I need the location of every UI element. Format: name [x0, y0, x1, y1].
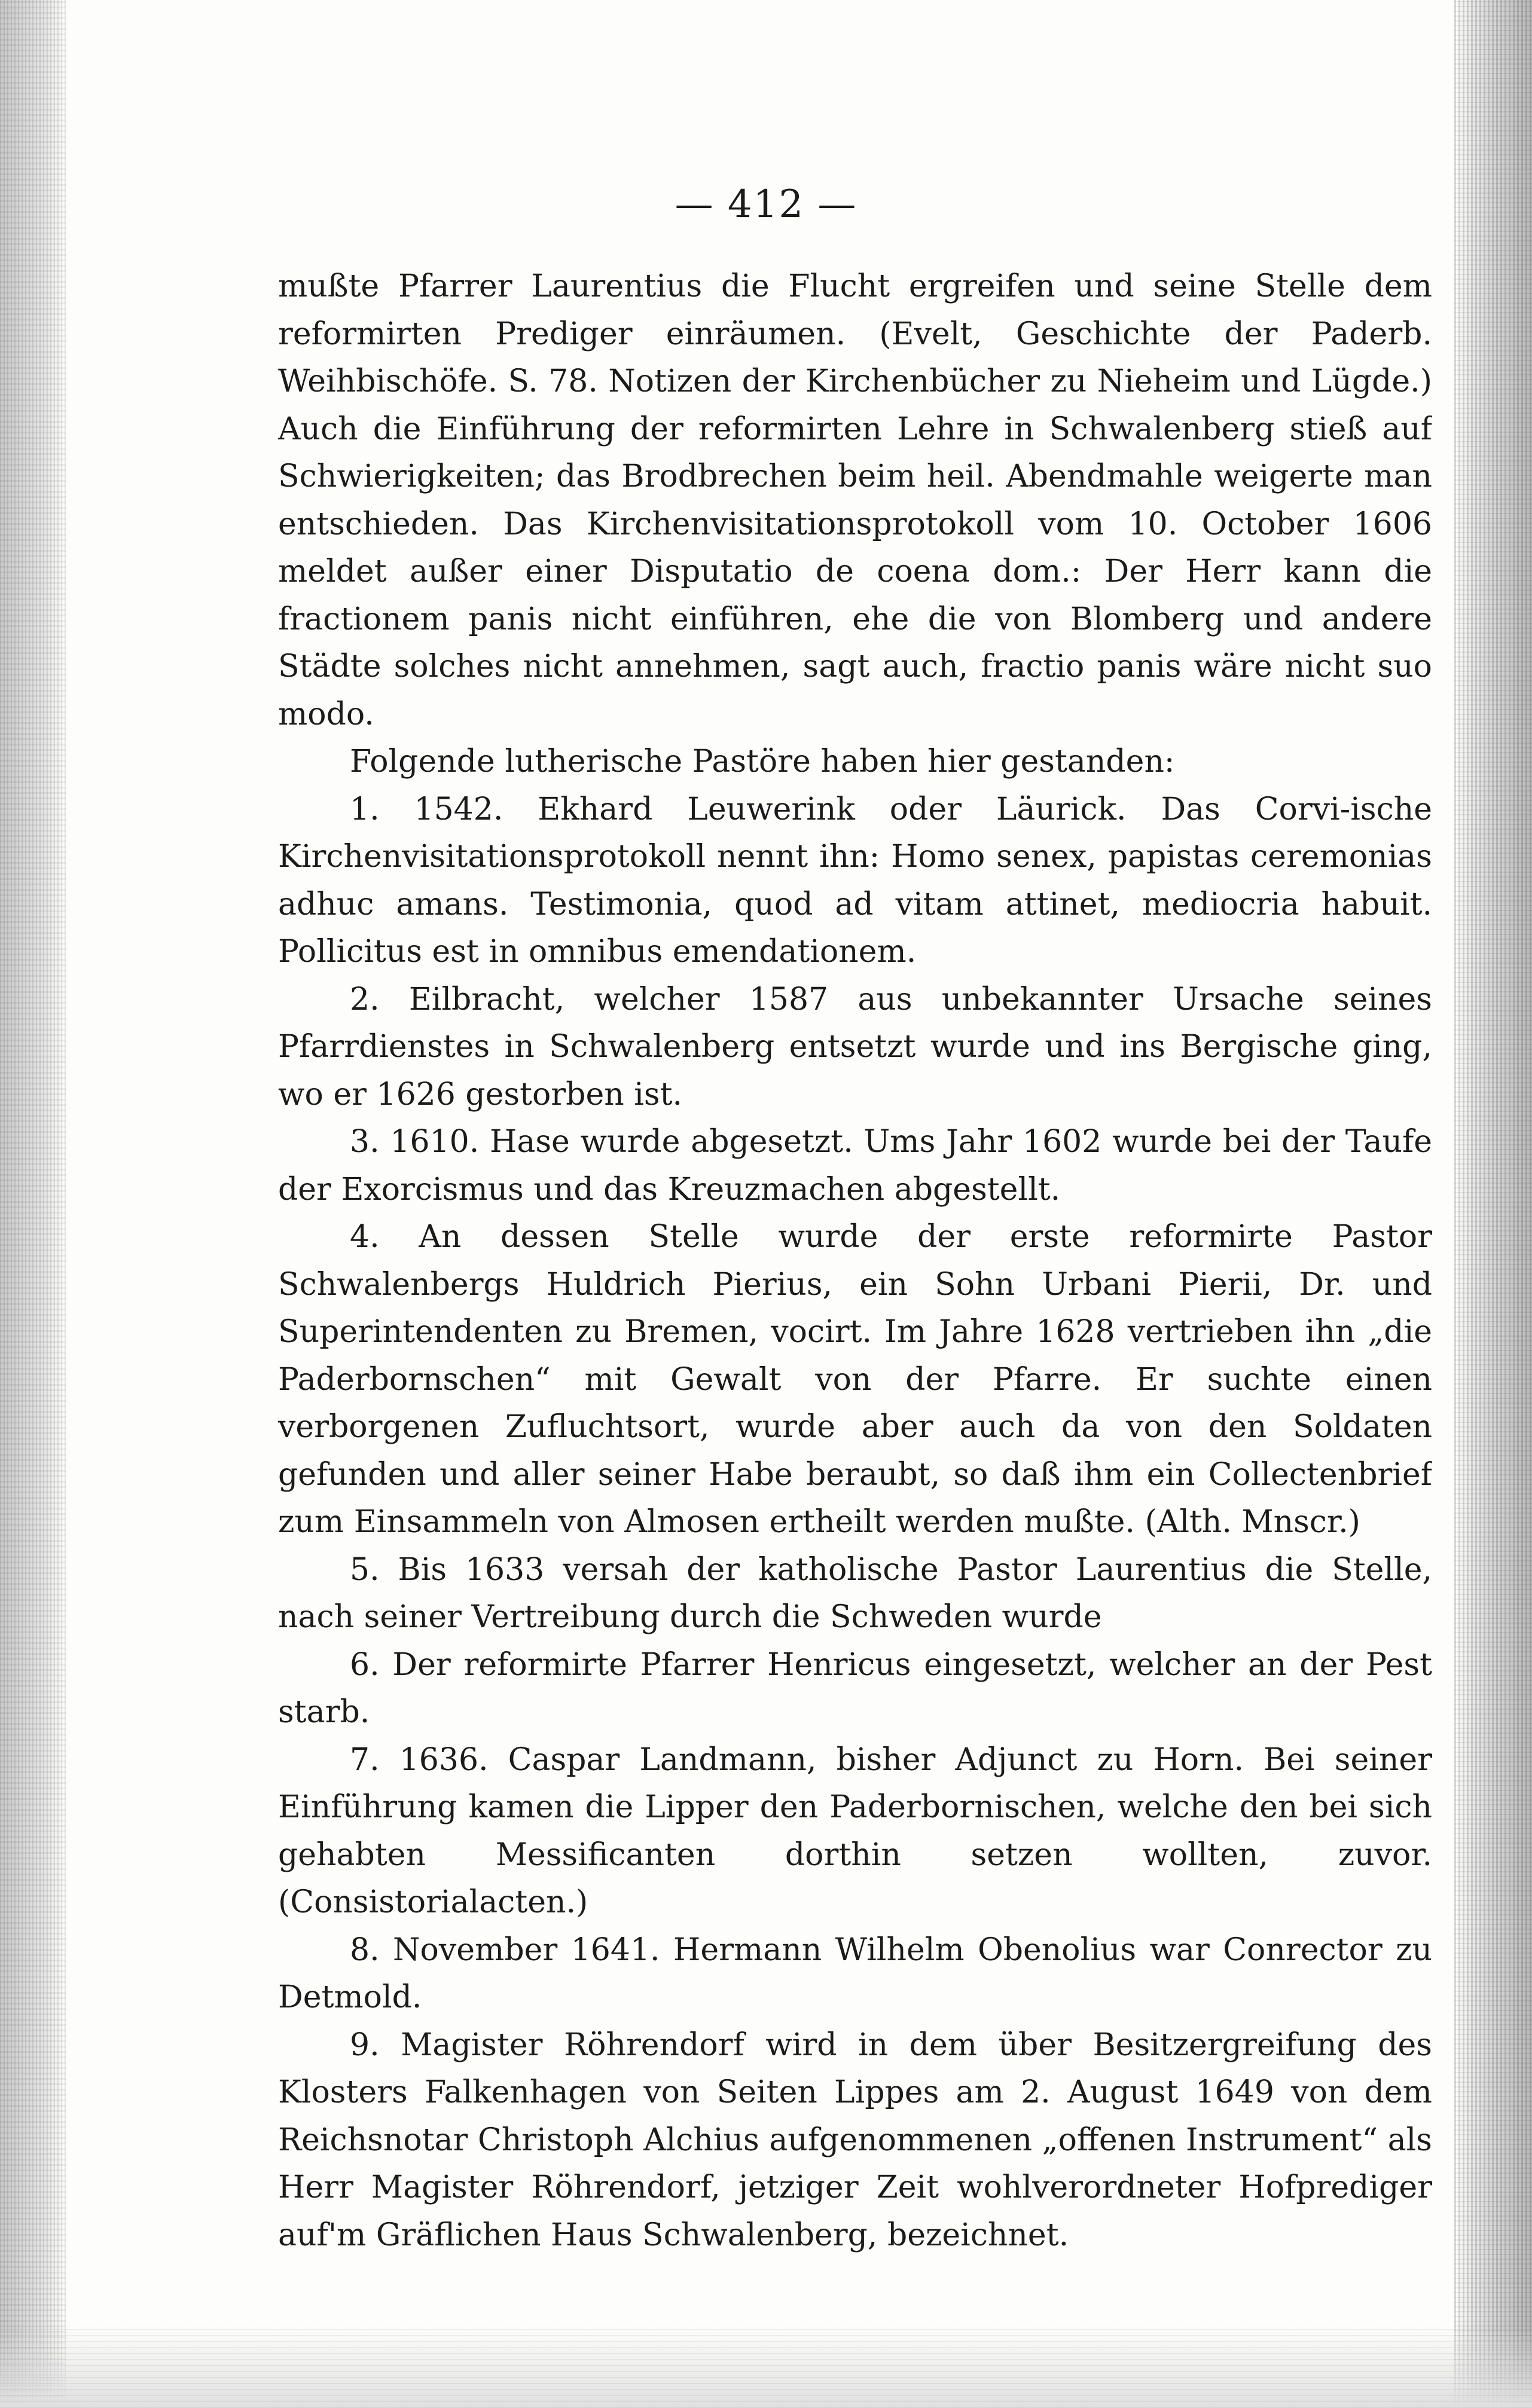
page-number: — 412 — [675, 182, 857, 227]
paragraph-item-7: 7. 1636. Caspar Landmann, bisher Adjunct zu Horn. Bei seiner Einführung kamen die Lipper den Paderbornischen, welche den bei sich gehabten Messificanten dorthin setzen wollten, zuvor. (Consistorialacten.) [278, 1741, 1432, 1920]
page-edge-bottom [0, 2324, 1532, 2408]
paragraph-item-1: 1. 1542. Ekhard Leuwerink oder Läurick. Das Corvi-ische Kirchenvisitationsprotokoll nennt ihn: Homo senex, papistas ceremonias adhuc amans. Testimonia, quod ad vitam attinet, mediocria habuit. Pollicitus est in omnibus emendationem. [278, 791, 1432, 970]
paragraph-item-6: 6. Der reformirte Pfarrer Henricus eingesetzt, welcher an der Pest starb. [278, 1646, 1432, 1730]
page-edge-left [0, 0, 66, 2408]
paragraph-list-intro: Folgende lutherische Pastöre haben hier gestanden: [350, 744, 1175, 780]
paragraph-item-8: 8. November 1641. Hermann Wilhelm Obenolius war Conrector zu Detmold. [278, 1932, 1432, 2015]
paragraph-item-5: 5. Bis 1633 versah der katholische Pastor Laurentius die Stelle, nach seiner Vertreibung durch die Schweden wurde [278, 1551, 1432, 1635]
page-edge-right [1454, 0, 1532, 2408]
paragraph-item-3: 3. 1610. Hase wurde abgesetzt. Ums Jahr 1602 wurde bei der Taufe der Exorcismus und das Kreuzmachen abgestellt. [278, 1124, 1432, 1208]
body-text [278, 263, 1432, 2308]
paragraph-item-4: 4. An dessen Stelle wurde der erste reformirte Pastor Schwalenbergs Huldrich Pierius, ein Sohn Urbani Pierii, Dr. und Superintendenten zu Bremen, vocirt. Im Jahre 1628 vertrieben ihn „die Paderbornschen“ mit Gewalt von der Pfarre. Er suchte einen verborgenen Zufluchtsort, wurde aber auch da von den Soldaten gefunden und aller seiner Habe beraubt, so daß ihm ein Collectenbrief zum Einsammeln von Almosen ertheilt werden mußte. (Alth. Mnscr.) [278, 1219, 1432, 1540]
paragraph-continuation: mußte Pfarrer Laurentius die Flucht ergreifen und seine Stelle dem reformirten Prediger einräumen. (Evelt, Geschichte der Paderb. Weihbischöfe. S. 78. Notizen der Kirchenbücher zu Nieheim und Lügde.) Auch die Einführung der reformirten Lehre in Schwalenberg stieß auf Schwierigkeiten; das Brodbrechen beim heil. Abendmahle weigerte man entschieden. Das Kirchenvisitationsprotokoll vom 10. October 1606 meldet außer einer Disputatio de coena dom.: Der Herr kann die fractionem panis nicht einführen, ehe die von Blomberg und andere Städte solches nicht annehmen, sagt auch, fractio panis wäre nicht suo modo. [278, 268, 1432, 732]
paragraph-item-9: 9. Magister Röhrendorf wird in dem über Besitzergreifung des Klosters Falkenhagen von Seiten Lippes am 2. August 1649 von dem Reichsnotar Christoph Alchius aufgenommenen „offenen Instrument“ als Herr Magister Röhrendorf, jetziger Zeit wohlverordneter Hofprediger auf'm Gräflichen Haus Schwalenberg, bezeichnet. [278, 2027, 1432, 2253]
paragraph-item-2: 2. Eilbracht, welcher 1587 aus unbekannter Ursache seines Pfarrdienstes in Schwalenberg entsetzt wurde und ins Bergische ging, wo er 1626 gestorben ist. [278, 981, 1432, 1113]
